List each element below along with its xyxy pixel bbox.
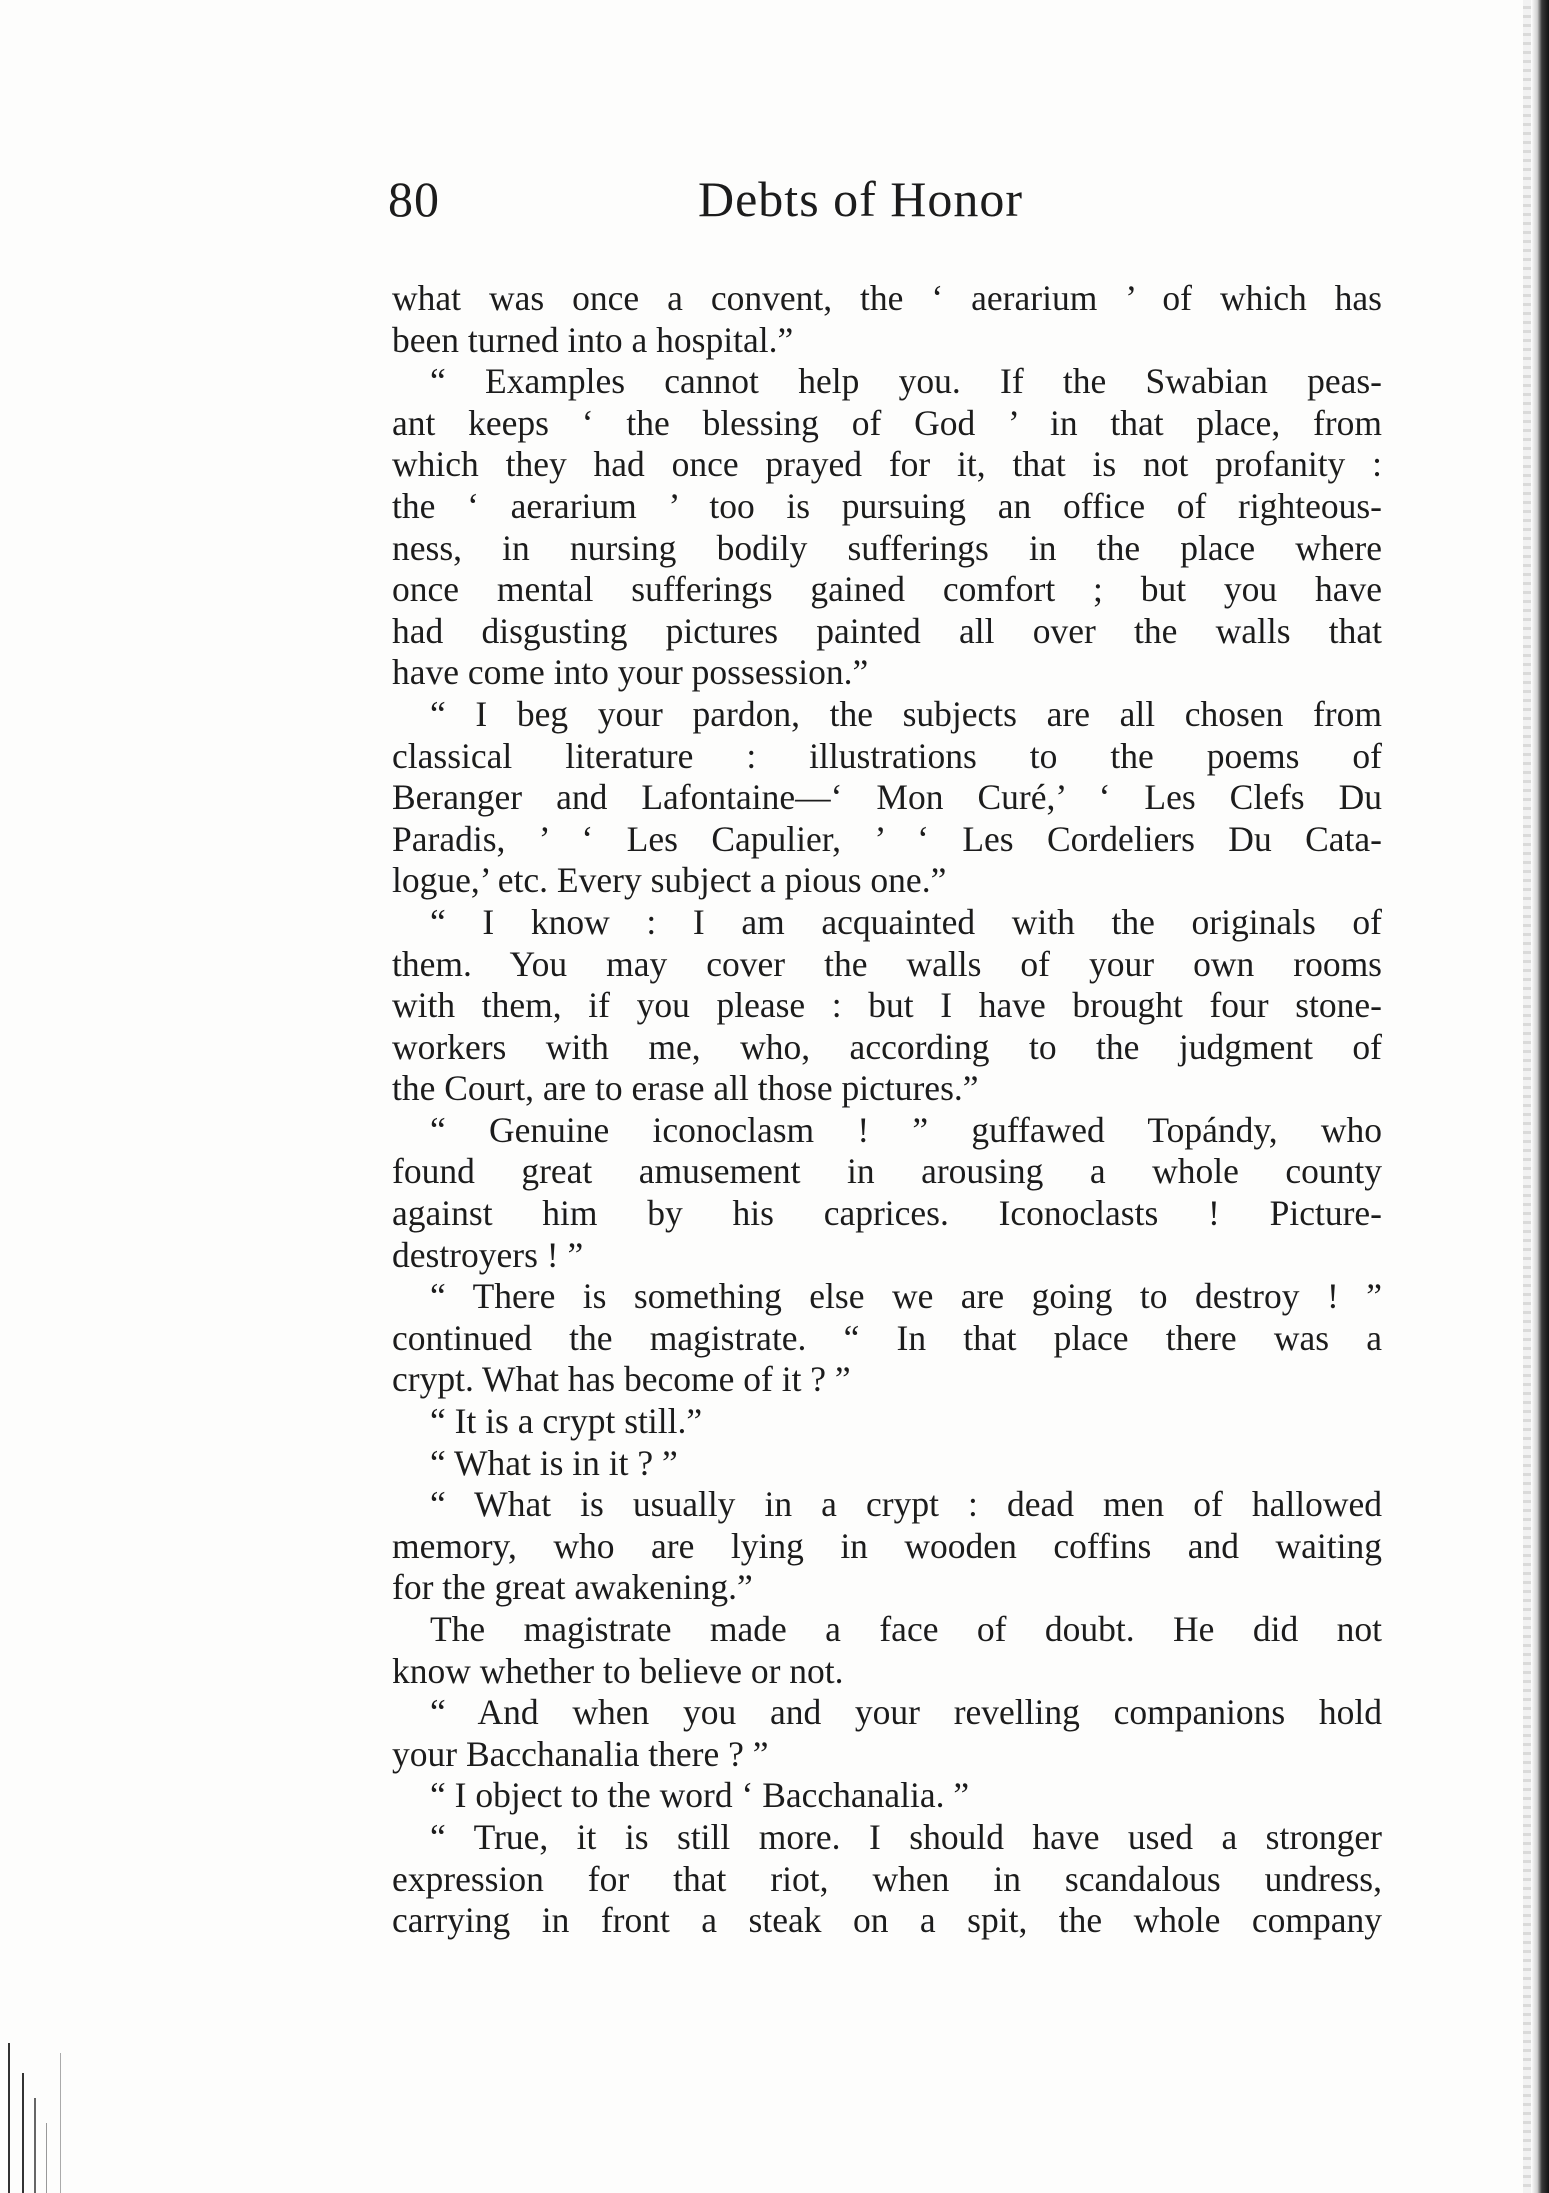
text-line: carrying in front a steak on a spit, the whole company bbox=[392, 1900, 1382, 1941]
body-text bbox=[392, 278, 1382, 1942]
text-line: classical literature : illustrations to the poems of bbox=[392, 735, 1382, 776]
page-number: 80 bbox=[388, 171, 440, 227]
text-line: “ What is in it ? ” bbox=[430, 1442, 678, 1483]
running-title: Debts of Honor bbox=[698, 171, 1024, 227]
text-line: “ I beg your pardon, the subjects are all chosen from bbox=[430, 693, 1382, 734]
text-line: memory, who are lying in wooden coffins and waiting bbox=[392, 1525, 1382, 1566]
text-line: which they had once prayed for it, that is not profanity : bbox=[392, 444, 1382, 485]
text-line: with them, if you please : but I have brought four stone- bbox=[392, 985, 1382, 1026]
text-line: have come into your possession.” bbox=[392, 652, 869, 693]
text-line: ant keeps ‘ the blessing of God ’ in that place, from bbox=[392, 402, 1382, 443]
text-line: for the great awakening.” bbox=[392, 1567, 753, 1608]
text-line: your Bacchanalia there ? ” bbox=[392, 1733, 769, 1774]
text-line: ness, in nursing bodily sufferings in the place where bbox=[392, 527, 1382, 568]
text-line: once mental sufferings gained comfort ; but you have bbox=[392, 569, 1382, 610]
page-header bbox=[388, 170, 1388, 250]
text-line: “ And when you and your revelling companions hold bbox=[430, 1692, 1382, 1733]
text-line: found great amusement in arousing a whole county bbox=[392, 1151, 1382, 1192]
text-line: “ There is something else we are going to destroy ! ” bbox=[430, 1276, 1382, 1317]
text-line: Paradis, ’ ‘ Les Capulier, ’ ‘ Les Cordeliers Du Cata- bbox=[392, 818, 1382, 859]
text-line: “ It is a crypt still.” bbox=[430, 1401, 703, 1442]
text-line: against him by his caprices. Iconoclasts ! Picture- bbox=[392, 1193, 1382, 1234]
text-line: “ I know : I am acquainted with the originals of bbox=[430, 901, 1382, 942]
text-line: continued the magistrate. “ In that place there was a bbox=[392, 1317, 1382, 1358]
text-line: workers with me, who, according to the judgment of bbox=[392, 1026, 1382, 1067]
text-line: “ Examples cannot help you. If the Swabian peas- bbox=[430, 361, 1382, 402]
text-line: know whether to believe or not. bbox=[392, 1650, 844, 1691]
text-line: crypt. What has become of it ? ” bbox=[392, 1359, 851, 1400]
text-line: “ What is usually in a crypt : dead men of hallowed bbox=[430, 1484, 1382, 1525]
binding-shadow bbox=[1531, 0, 1549, 2193]
text-line: what was once a convent, the ‘ aerarium ’ of which has bbox=[392, 278, 1382, 318]
text-line: the Court, are to erase all those pictures.” bbox=[392, 1068, 979, 1109]
text-line: been turned into a hospital.” bbox=[392, 319, 794, 360]
text-line: the ‘ aerarium ’ too is pursuing an office of righteous- bbox=[392, 485, 1382, 526]
binding-shadow-stripe bbox=[1523, 0, 1531, 2193]
text-line: expression for that riot, when in scandalous undress, bbox=[392, 1858, 1382, 1899]
text-line: them. You may cover the walls of your own rooms bbox=[392, 943, 1382, 984]
text-line: “ True, it is still more. I should have used a stronger bbox=[430, 1816, 1382, 1857]
text-line: “ Genuine iconoclasm ! ” guffawed Topándy, who bbox=[430, 1109, 1382, 1150]
scan-artifact-marks bbox=[0, 2000, 80, 2193]
text-line: had disgusting pictures painted all over the walls that bbox=[392, 610, 1382, 651]
text-line: Beranger and Lafontaine—‘ Mon Curé,’ ‘ Les Clefs Du bbox=[392, 777, 1382, 818]
text-line: The magistrate made a face of doubt. He did not bbox=[430, 1609, 1382, 1649]
text-line: logue,’ etc. Every subject a pious one.” bbox=[392, 860, 947, 901]
text-line: destroyers ! ” bbox=[392, 1234, 584, 1275]
text-line: “ I object to the word ‘ Bacchanalia. ” bbox=[430, 1775, 970, 1816]
